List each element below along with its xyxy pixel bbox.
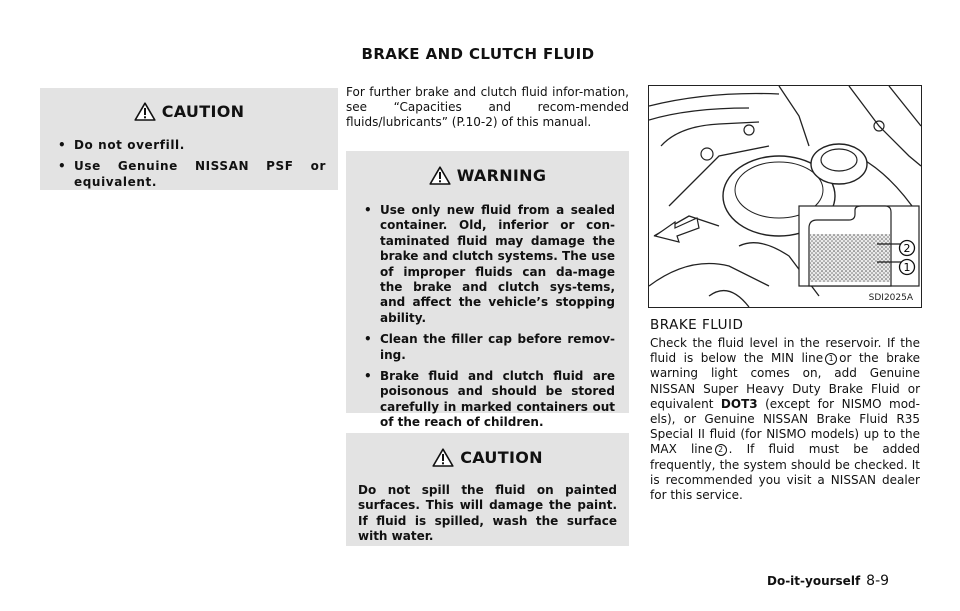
warning-triangle-icon	[432, 448, 454, 467]
caution-box-left	[40, 88, 338, 190]
callout-label: 2	[903, 242, 911, 255]
caution-heading	[40, 88, 338, 134]
page-number: 8-9	[866, 573, 890, 589]
caution-heading	[346, 433, 629, 481]
caution-heading-text: CAUTION	[460, 447, 543, 467]
warning-item: • Use only new fluid from a sealed container. Old, inferior or con-taminated fluid may damage the brake and clutch systems. The use of improper fluids can da-mage the brake and clutch sys-tems, and affect the vehicle’s stopping ability.	[358, 203, 615, 326]
brake-fluid-heading: BRAKE FLUID	[650, 317, 744, 333]
page-footer	[767, 573, 889, 589]
warning-box	[346, 151, 629, 430]
warning-triangle-icon	[134, 102, 156, 121]
callout-label: 1	[903, 261, 911, 274]
warning-triangle-icon	[429, 166, 451, 185]
text-span: . If fluid must be added frequently, the system should be checked. It is recommended you visit a NISSAN dealer for this service.	[650, 442, 920, 503]
illustration-code: SDI2025A	[868, 293, 913, 303]
warning-list	[346, 199, 629, 431]
circled-number-max: 2	[715, 444, 727, 456]
warning-heading-text: WARNING	[456, 165, 547, 185]
caution-box-middle	[346, 433, 629, 546]
caution-item: • Use Genuine NISSAN PSF or equivalent.	[52, 159, 326, 190]
caution-item: • Do not overfill.	[52, 138, 326, 153]
dot3-label: DOT3	[720, 396, 758, 411]
caution-heading-text: CAUTION	[161, 101, 245, 121]
warning-heading	[346, 151, 629, 199]
text-span: or the brake warning light comes on, add Genuine NISSAN Super Heavy Duty Brake Fluid or equivalent	[650, 351, 921, 411]
brake-reservoir-illustration	[648, 85, 922, 308]
section-title: BRAKE AND CLUTCH FLUID	[361, 45, 595, 63]
text-span: (except for NISMO mod-els), or Genuine NISSAN Brake Fluid R35 Special II fluid (for NISMO models) up to the MAX line	[650, 396, 920, 457]
engine-bay-drawing	[649, 86, 921, 307]
warning-item: • Brake fluid and clutch fluid are poisonous and should be stored carefully in marked containers out of the reach of children.	[358, 369, 615, 431]
caution-list	[40, 134, 338, 190]
caution-text: Do not spill the fluid on painted surfaces. This will damage the paint. If fluid is spilled, wash the surface with water.	[358, 483, 617, 544]
text-span: Check the fluid level in the reservoir. If the fluid is below the MIN line	[650, 336, 920, 366]
footer-section-name: Do-it-yourself	[767, 574, 861, 588]
intro-paragraph: For further brake and clutch fluid infor-mation, see “Capacities and recom-mended fluids/lubricants” (P.10-2) of this manual.	[346, 85, 629, 130]
warning-item: • Clean the filler cap before remov-ing.	[358, 332, 615, 363]
circled-number-min: 1	[825, 353, 837, 365]
brake-fluid-paragraph	[650, 336, 920, 503]
